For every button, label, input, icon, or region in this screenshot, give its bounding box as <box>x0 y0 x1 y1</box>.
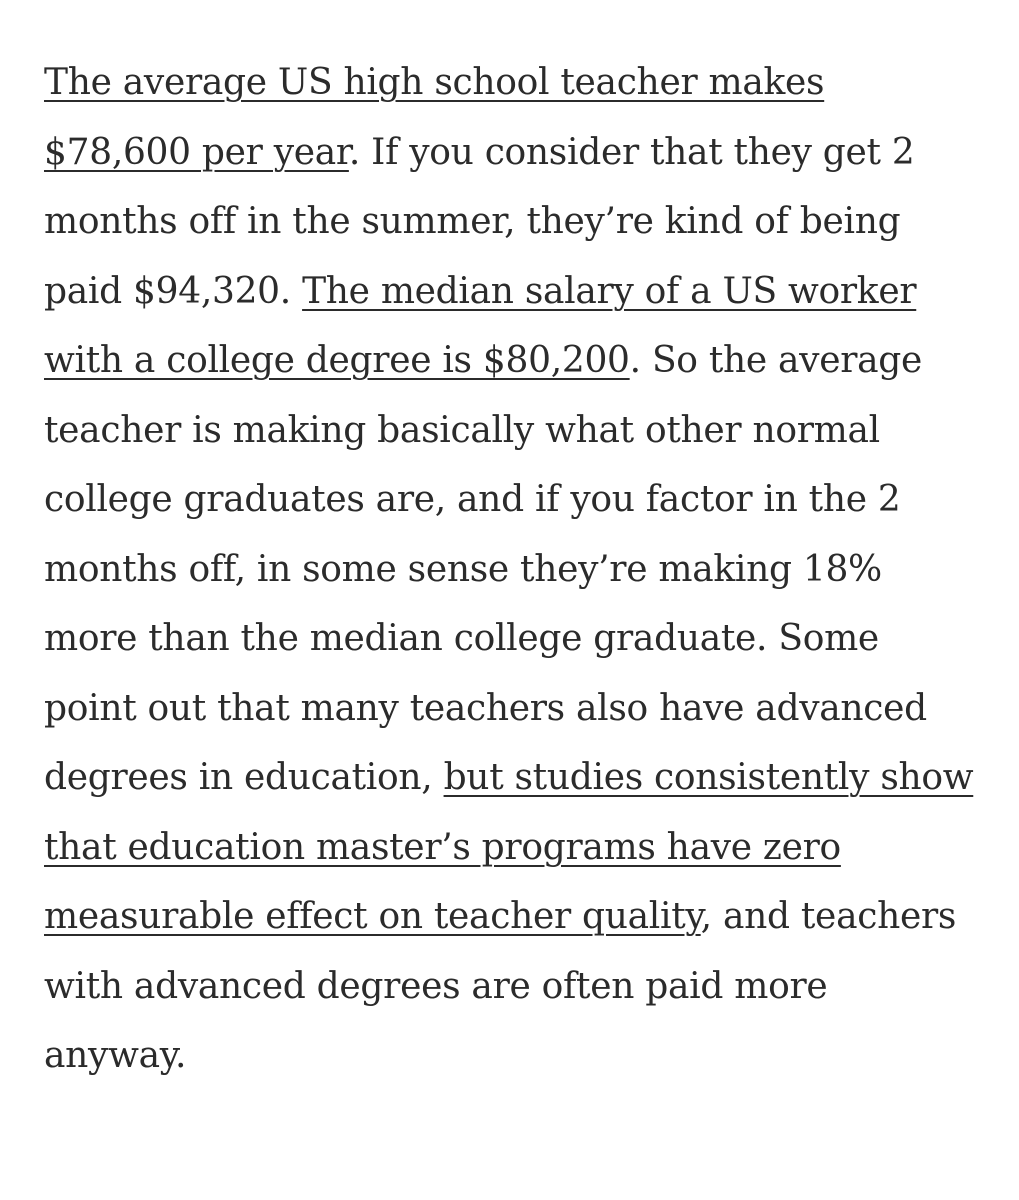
article-paragraph <box>44 48 979 1091</box>
teacher-salary-link[interactable]: The average US high school teacher makes $78,600 per year <box>44 62 825 173</box>
paragraph-text-3: , and teachers with advanced degrees are often paid more anyway. <box>44 896 957 1076</box>
paragraph-text-1: . If you consider that they get 2 months off in the summer, they’re kind of being paid $94,320. <box>44 131 915 312</box>
college-salary-link[interactable]: The median salary of a US worker with a college degree is $80,200 <box>44 270 917 381</box>
education-masters-study-link[interactable]: but studies consistently show that education master’s programs have zero measurable effect on teacher quality <box>44 757 974 937</box>
article-body <box>44 48 979 1091</box>
paragraph-text-2: . So the average teacher is making basically what other normal college graduates are, and if you factor in the 2 months off, in some sense they’re making 18% more than the median college graduate. Some point out that many teachers also have advanced degrees in education, <box>44 340 927 798</box>
